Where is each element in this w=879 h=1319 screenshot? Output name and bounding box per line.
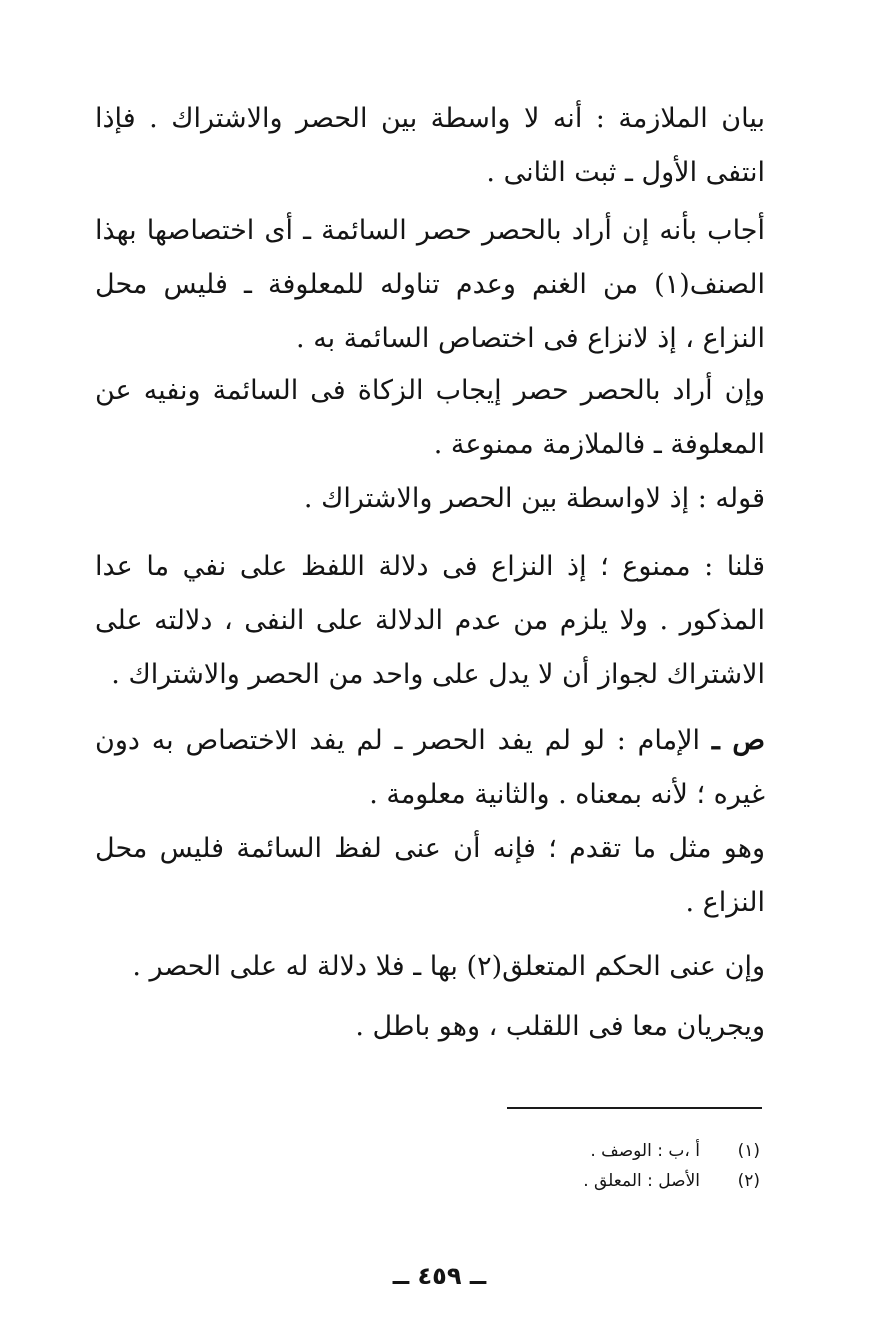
footnote-divider	[507, 1107, 762, 1109]
paragraph-4: قوله : إذ لاواسطة بين الحصر والاشتراك .	[303, 483, 765, 514]
paragraph-3: وإن أراد بالحصر حصر إيجاب الزكاة فى السائمة ونفيه عن المعلوفة ـ فالملازمة ممنوعة .	[95, 375, 765, 460]
footnote-text: أ ،ب : الوصف .	[590, 1141, 700, 1161]
footnote-item	[460, 1136, 760, 1166]
footnote-item	[460, 1166, 760, 1196]
footnote-text: الأصل : المعلق .	[583, 1171, 700, 1191]
section-paragraph	[95, 714, 765, 822]
paragraph-2: أجاب بأنه إن أراد بالحصر حصر السائمة ـ أى اختصاصها بهذا الصنف(١) من الغنم وعدم تناوله للمعلوفة ـ فليس محل النزاع ، إذ لانزاع فى اختصاص السائمة به .	[95, 215, 765, 354]
footnote-number: (١)	[737, 1141, 760, 1161]
footnote-number: (٢)	[737, 1171, 760, 1191]
section-text: الإمام : لو لم يفد الحصر ـ لم يفد الاختصاص به دون غيره ؛ لأنه بمعناه . والثانية معلومة .	[95, 725, 765, 810]
paragraph-5: قلنا : ممنوع ؛ إذ النزاع فى دلالة اللفظ على نفي ما عدا المذكور . ولا يلزم من عدم الدلالة على النفى ، دلالته على الاشتراك لجواز أن لا يدل على واحد من الحصر والاشتراك .	[95, 551, 765, 690]
paragraph-7: وإن عنى الحكم المتعلق(٢) بها ـ فلا دلالة له على الحصر .	[132, 951, 765, 982]
paragraph-6: وهو مثل ما تقدم ؛ فإنه أن عنى لفظ السائمة فليس محل النزاع .	[95, 833, 765, 918]
paragraph-1: بيان الملازمة : أنه لا واسطة بين الحصر والاشتراك . فإذا انتفى الأول ـ ثبت الثانى .	[95, 103, 765, 188]
section-marker: ص ـ	[711, 725, 766, 756]
paragraph-8: ويجريان معا فى اللقلب ، وهو باطل .	[355, 1011, 765, 1042]
page-number: ــ ٤٥٩ ــ	[392, 1262, 487, 1290]
footnotes	[460, 1136, 760, 1196]
